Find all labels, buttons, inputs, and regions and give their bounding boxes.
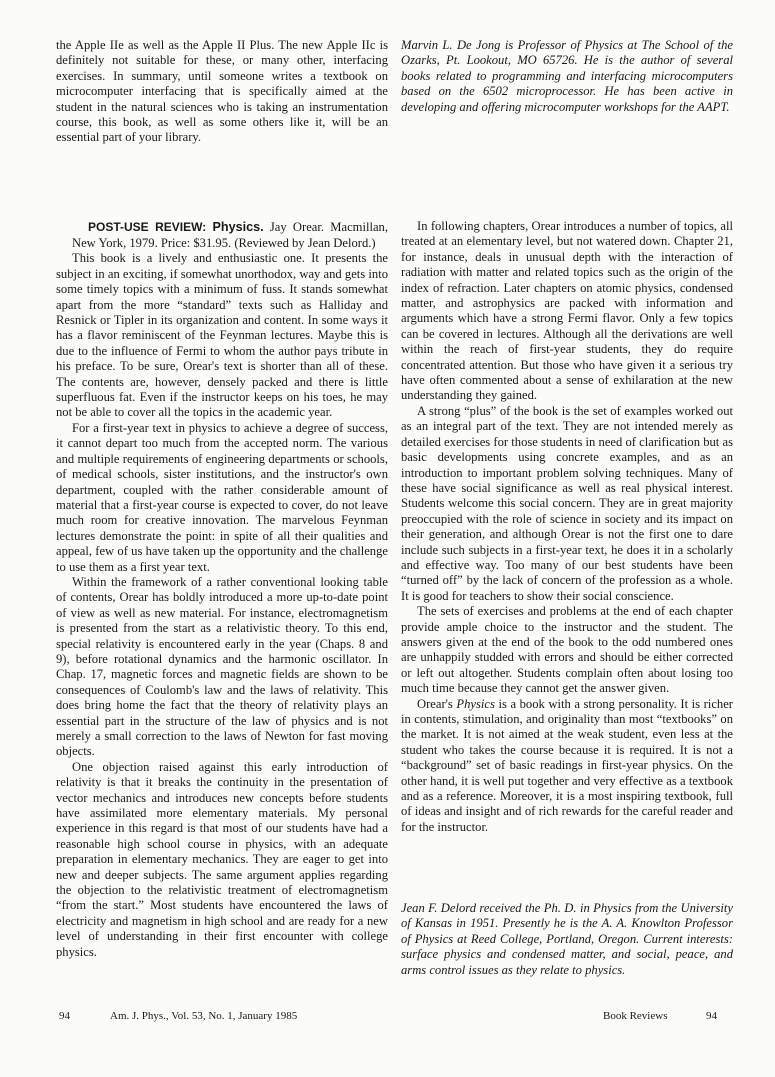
heading-title: Physics. xyxy=(212,220,264,234)
reviewer-bio-delord xyxy=(401,901,733,978)
paragraph: For a first-year text in physics to achieve a degree of success, it cannot depart too much from the accepted norm. The various and multiple requirements of engineering departments or schools, of medical schools, sister institutions, and the instructor's own department, coupled with the rather considerable amount of material that a first-year course is expected to cover, do not leave much room for creative innovation. The marvelous Feynman lectures demonstrate the point: in spite of all their qualities and appeal, few of us have taken up the opportunity and the challenge to use them as a first year text. xyxy=(56,420,388,574)
review-heading xyxy=(56,219,388,251)
paragraph: One objection raised against this early introduction of relativity is that it breaks the continuity in the presentation of vector mechanics and introduces new concepts before students have assimilated more elementary materials. My personal experience in this regard is that most of our students have had a reasonable high school course in physics, with an adequate preparation in elementary mechanics. They are eager to get into new and deeper subjects. The same argument applies regarding the objection to the relativistic treatment of electromagnetism “from the start.” Most students have encountered the laws of electricity and magnetism in high school and are ready for a new level of understanding in their first encounter with college physics. xyxy=(56,759,388,959)
paragraph: In following chapters, Orear introduces a number of topics, all treated at an elementary level, but not watered down. Chapter 21, for instance, deals in unusual depth with the interaction of radiation with matter and related topics such as the origin of the index of refraction. Later chapters on atomic physics, condensed matter, and astrophysics are packed with information and arguments which have a strong Fermi flavor. Only a few topics can be covered in lectures. Although all the derivations are well within the reach of first-year students, they do require concentrated attention. But those who have given it a serious try have often commented about a sense of exhilaration at the new understanding they gained. xyxy=(401,219,733,403)
book-title-italic: Physics xyxy=(456,696,495,711)
paragraph: the Apple IIe as well as the Apple II Plus. The new Apple IIc is definitely not suitable for these, or many other, interfacing exercises. In summary, until someone writes a textbook on microcomputer interfacing that is specifically aimed at the student in the natural sciences who is taking an instrumentation course, this book, as well as some others like it, will be an essential part of your library. xyxy=(56,38,388,145)
paragraph xyxy=(401,697,733,836)
reviewer-bio-dejong xyxy=(401,38,733,115)
bio-text: Marvin L. De Jong is Professor of Physics at The School of the Ozarks, Pt. Lookout, MO 65726. He is the author of several books related to programming and interfacing microcomputers based on the 6502 microprocessor. He has been active in developing and offering microcomputer workshops for the AAPT. xyxy=(401,38,733,114)
paragraph: This book is a lively and enthusiastic one. It presents the subject in an exciting, if somewhat unorthodox, way and gets into some timely topics with a minimum of fuss. It stands somewhat apart from the more “standard” texts such as Halliday and Resnick or Tipler in its organization and content. In some ways it has a flavor reminiscent of the Feynman lectures. Maybe this is due to the influence of Fermi to whom the author pays tribute in his preface. To be sure, Orear's text is shorter than all of these. The contents are, however, densely packed and there is little superfluous fat. Even if the instructor keeps on his toes, he may not be able to cover all the topics in the academic year. xyxy=(56,251,388,420)
heading-details: Jay Orear. Macmillan, New York, 1979. Price: $31.95. (Reviewed by Jean Delord.) xyxy=(72,220,389,251)
paragraph: The sets of exercises and problems at the end of each chapter provide ample choice to the instructor and the student. The answers given at the end of the book to the odd numbered ones are unhappily studded with errors and should be either corrected or left out altogether. Students complain often about losing too much time because they cannot get the answer given. xyxy=(401,604,733,696)
bio-text: Jean F. Delord received the Ph. D. in Physics from the University of Kansas in 1951. Presently he is the A. A. Knowlton Professor of Physics at Reed College, Portland, Oregon. Current interests: surface physics and condensed matter, and social, peace, and arms control issues as they relate to physics. xyxy=(401,901,733,977)
page-number-left: 94 xyxy=(59,1010,70,1022)
text-run: is a book with a strong personality. It is richer in contents, stimulation, and originality than most “textbooks” on the market. It is not aimed at the weak student, even less at the student who takes the course because it is required. It is not a “background” set of basic readings in first-year physics. On the other hand, it is well put together and very effective as a textbook and as a reference. Moreover, it is a most inspiring textbook, full of ideas and insight and of rich rewards for the careful reader and for the instructor. xyxy=(401,696,733,834)
journal-citation: Am. J. Phys., Vol. 53, No. 1, January 1985 xyxy=(110,1010,298,1022)
text-run: Orear's xyxy=(417,696,453,711)
paragraph: A strong “plus” of the book is the set of examples worked out as an integral part of the text. They are not intended merely as detailed exercises for those students in need of clarification but as basic developments using concrete examples, and as an introduction to important problem solving techniques. Many of these have social significance as well as real physical interest. Students welcome this social concern. They are in great majority preoccupied with the role of science in society and its impact on their generation, and although Orear is not the first one to dare include such subjects in a first-year text, he does it in a scholarly and effective way. Too many of our best students have been “turned off” by the lack of concern of the profession as a whole. It is good for teachers to show their social conscience. xyxy=(401,403,733,603)
continued-review-text xyxy=(56,38,388,146)
paragraph: Within the framework of a rather conventional looking table of contents, Orear has boldly introduced a more up-to-date point of view as well as new material. For instance, electromagnetism is presented from the start as a relativistic theory. To this end, special relativity is encountered early in the year (Chaps. 8 and 9), before rotational dynamics and the harmonic oscillator. In Chap. 17, magnetic forces and magnetic fields are shown to be consequences of Coulomb's law and the laws of relativity. This does bring home the fact that the theory of relativity plays an essential part in the structure of the law of physics and is not merely a small correction to the laws of Newton for fast moving objects. xyxy=(56,574,388,759)
section-name: Book Reviews xyxy=(603,1010,668,1022)
review-right-column xyxy=(401,219,733,835)
heading-prefix: POST-USE REVIEW: xyxy=(88,220,207,234)
page-number-right: 94 xyxy=(706,1010,717,1022)
review-left-column xyxy=(56,219,388,960)
